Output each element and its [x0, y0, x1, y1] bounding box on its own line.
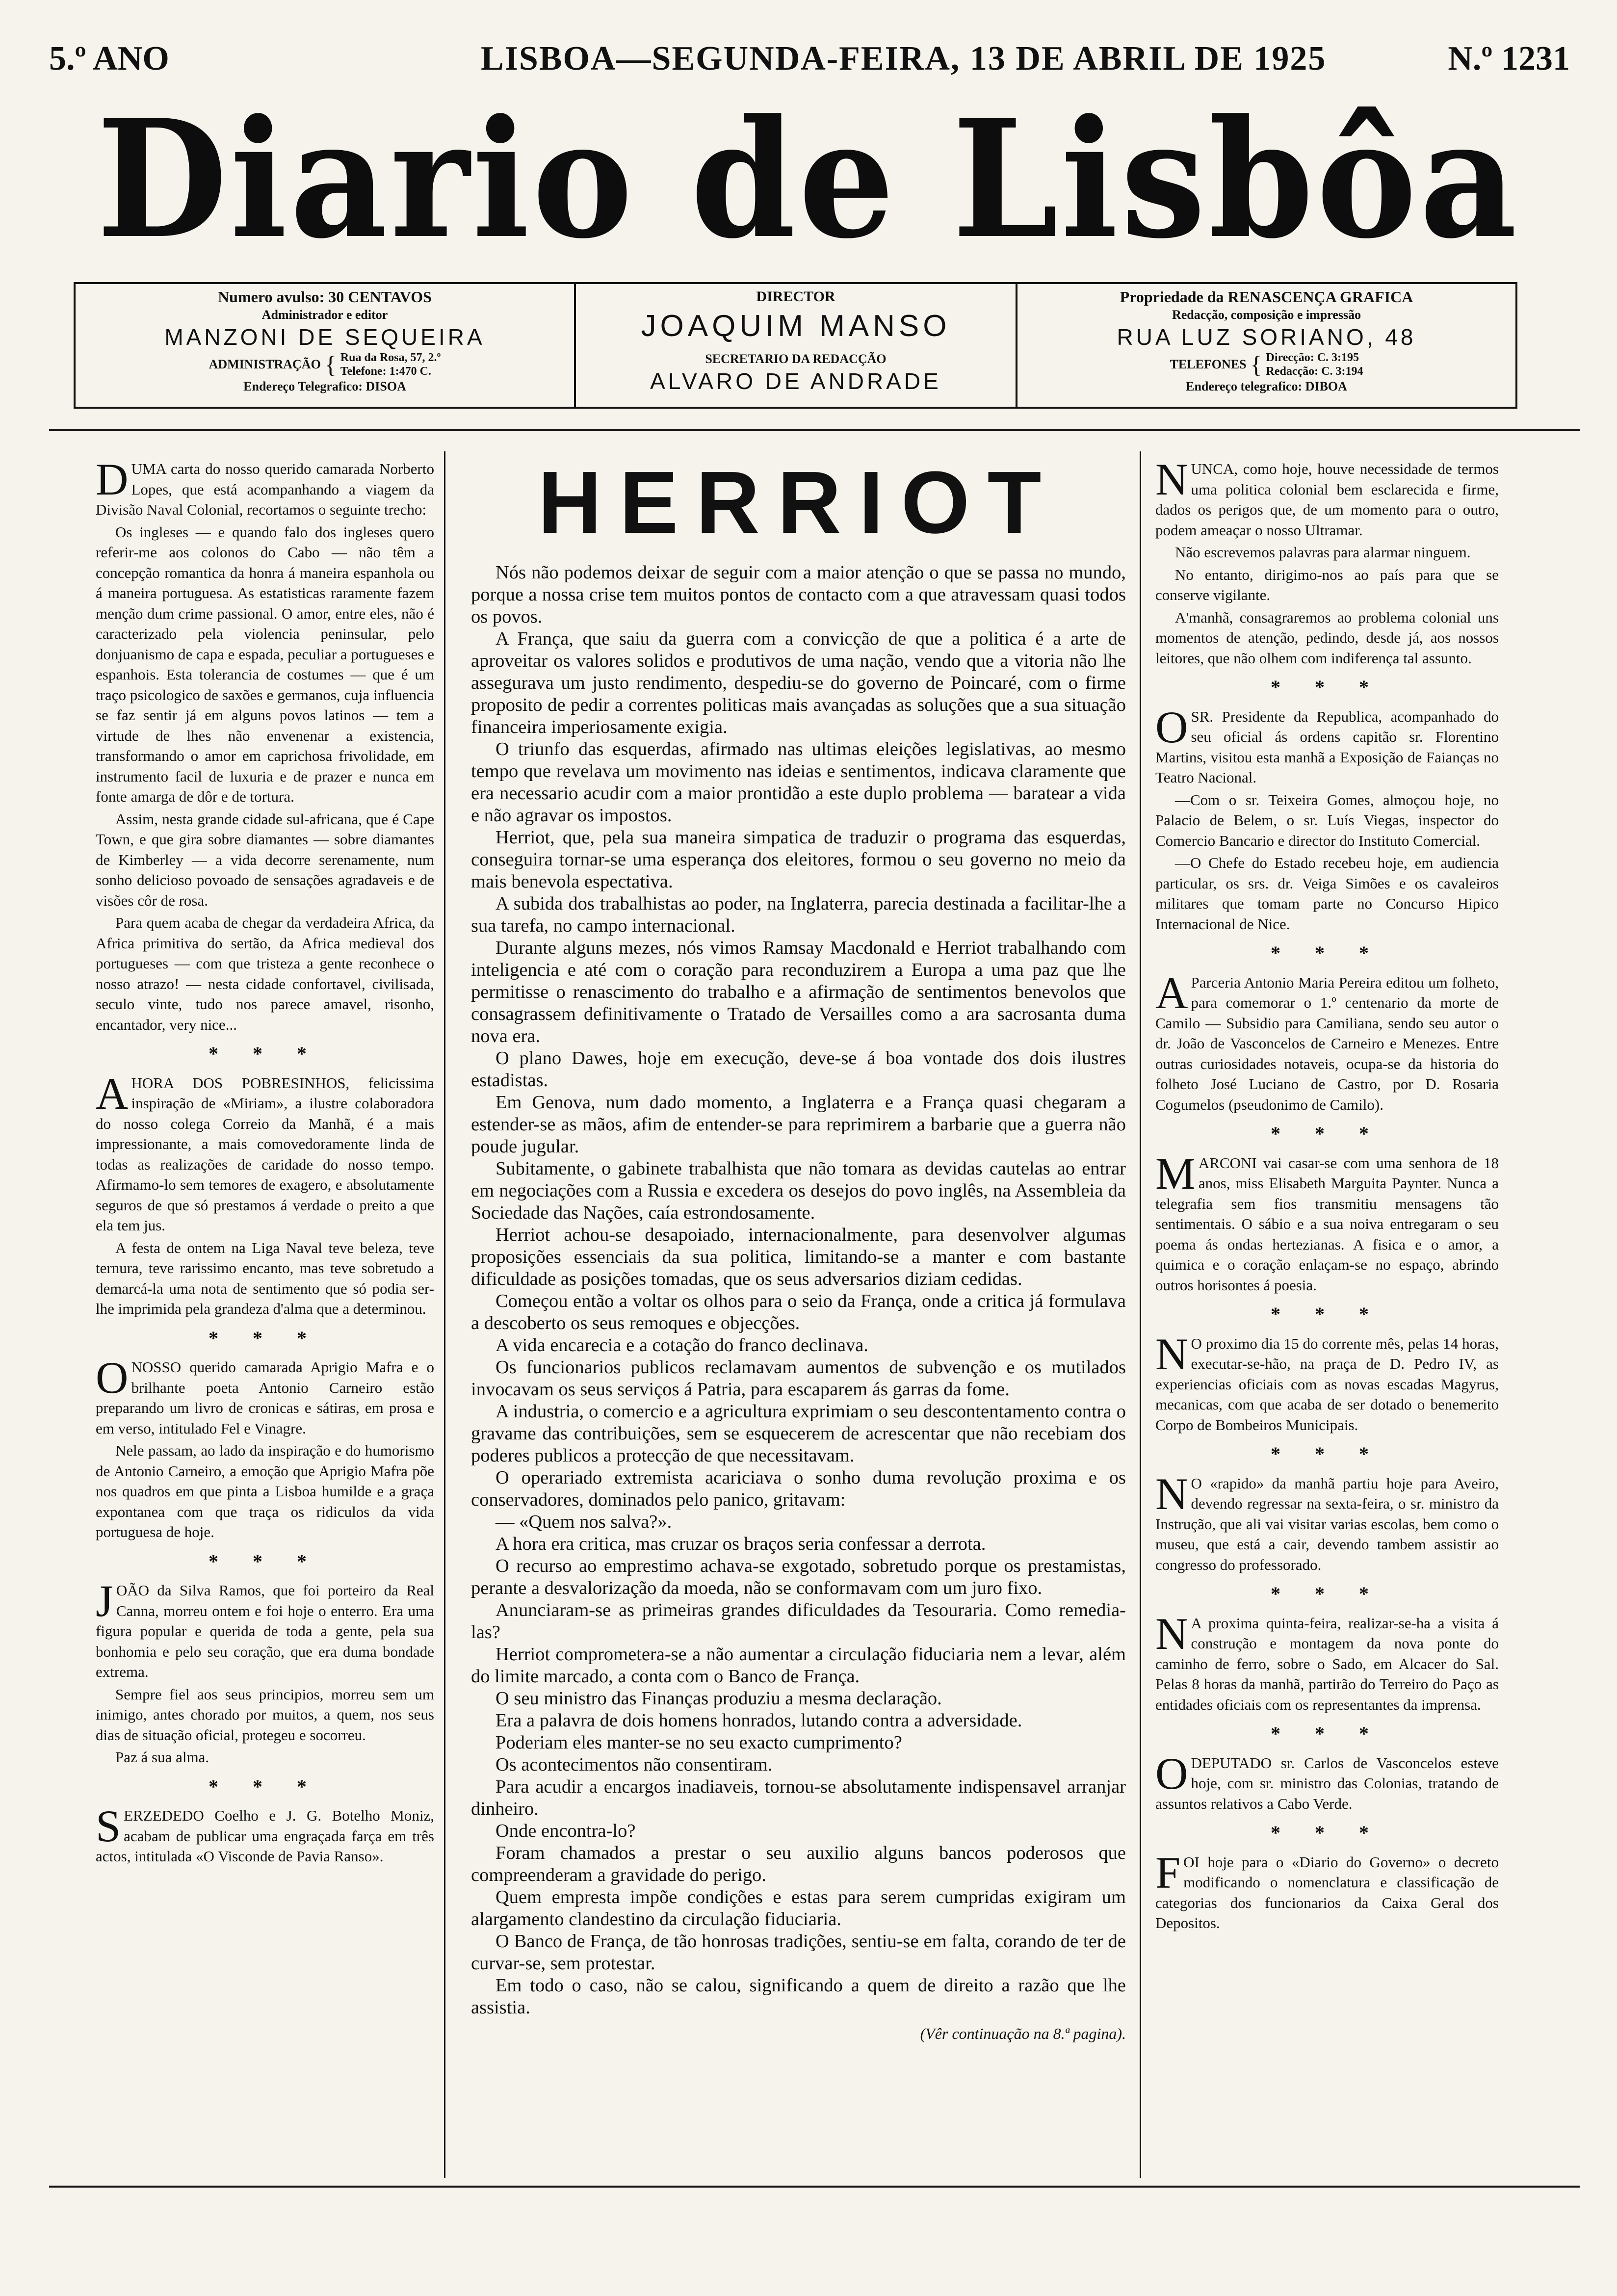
article-paragraph: Herriot comprometera-se a não aumentar a circulação fiduciaria nem a levar, além do limite marcado, a conta com o Banco de França. [471, 1644, 1126, 1687]
info-right [1017, 284, 1515, 407]
article-paragraph: Os acontecimentos não consentiram. [496, 1754, 773, 1775]
article-paragraph: — «Quem nos salva?». [496, 1512, 672, 1532]
secretary-name: ALVARO DE ANDRADE [650, 368, 941, 394]
separator-stars: * * * [1271, 1122, 1383, 1145]
article-paragraph: Os funcionarios publicos reclamavam aumentos de subvenção e os mutilados invocavam os seus serviços á Patria, para escaparem ás garras da fome. [471, 1357, 1126, 1400]
article-paragraph: O operariado extremista acariciava o sonho duma revolução proxima e os conservadores, dominados pelo panico, gritavam: [471, 1467, 1126, 1510]
admin-name: MANZONI DE SEQUEIRA [164, 324, 485, 350]
dropcap: A [96, 1068, 129, 1119]
dropcap: M [1155, 1148, 1196, 1199]
left-paragraph: Para quem acaba de chegar da verdadeira Africa, da Africa primitiva do sertão, da Africa medieval dos portugueses — com que tristeza a gente reconhece o nosso atrazo! — nesta cidade confortavel, civilisada, seculo vinte, tudo nos parece amavel, risonho, encantador, very nice... [96, 914, 434, 1033]
separator-stars: * * * [209, 1327, 321, 1349]
admin-label: Administrador e editor [261, 308, 388, 322]
separator-stars: * * * [1271, 676, 1383, 698]
article-paragraph: O Banco de França, de tão honrosas tradições, sentiu-se em falta, corando de ter de curvar-se, sem protestar. [471, 1931, 1126, 1974]
left-column [96, 454, 434, 1869]
article-paragraph: Nós não podemos deixar de seguir com a maior atenção o que se passa no mundo, porque a nossa crise tem muitos pontos de contacto com a que atravessam quasi todos os povos. [471, 562, 1126, 627]
right-text: SR. Presidente da Republica, acompanhado do seu oficial ás ordens capitão sr. Florentino Martins, visitou esta manhã a Exposição de Faianças no Teatro Nacional. [1155, 707, 1499, 786]
masthead-title: Diario de Lisbôa [97, 84, 1520, 274]
left-paragraph: Nele passam, ao lado da inspiração e do humorismo de Antonio Carneiro, a emoção que Aprigio Mafra põe nos quadros em que pinta a Lisboa humilde e a graça expontanea com que traça os ridiculos da vida portuguesa de hoje. [96, 1442, 434, 1540]
dropcap: A [1155, 967, 1188, 1018]
left-text: OÃO da Silva Ramos, que foi porteiro da Real Canna, morreu ontem e foi hoje o enterro. Era uma figura popular e querida de toda a gente, pela sua bonhomia e pelo seu coração, que era duma bondade extrema. [96, 1582, 434, 1680]
right-text: OI hoje para o «Diario do Governo» o decreto modificando o nomenclatura e classificação de categorias dos funcionarios da Caixa Geral dos Depositos. [1155, 1853, 1499, 1931]
separator-stars: * * * [1271, 1583, 1383, 1605]
article-paragraph: Foram chamados a prestar o seu auxilio alguns bancos poderosos que compreenderam a gravidade do perigo. [471, 1843, 1126, 1885]
phones-key: TELEFONES [1170, 357, 1247, 371]
right-item-8 [1155, 1748, 1499, 1814]
article-paragraph: Em Genova, num dado momento, a Inglaterra e a França quasi chegaram a estender-se as mãos, afim de entender-se para reprimirem a barbarie que a guerra não poude jugular. [471, 1092, 1126, 1157]
top-rule [49, 429, 1580, 431]
admin-key: ADMINISTRAÇÃO [209, 357, 321, 371]
left-paragraph: Os ingleses — e quando falo dos ingleses quero referir-me aos colonos do Cabo — não têm a concepção romantica da honra á maneira espanhola ou á maneira portuguesa. As estatisticas raramente fazem menção dum crime passional. O amor, entre eles, não é caracterizado pela violencia peninsular, pelo donjuanismo de capa e espada, peculiar a portugueses e espanhois. Esta tolerancia de costumes — que é um traço psicologico de saxões e germanos, cuja influencia se faz sentir já em alguns povos latinos — tem a virtude de lhes não envenenar a existencia, transformando o amor em caprichosa frivolidade, em instrumento facil de luxuria e de prazer e nunca em fonte amarga de dôr e de tortura. [96, 523, 434, 805]
owner-address: RUA LUZ SORIANO, 48 [1117, 324, 1416, 350]
article-paragraph: Era a palavra de dois homens honrados, lutando contra a adversidade. [496, 1710, 1022, 1731]
issue-number: N.º 1231 [1448, 40, 1570, 78]
info-left [76, 284, 576, 407]
dropcap: S [96, 1801, 121, 1851]
dropcap: N [1155, 1468, 1188, 1519]
dropcap: F [1155, 1847, 1181, 1898]
left-text: NOSSO querido camarada Aprigio Mafra e o brilhante poeta Antonio Carneiro estão preparando um livro de cronicas e sátiras, em prosa e em verso, intitulado Fel e Vinagre. [96, 1358, 434, 1437]
right-item-4 [1155, 1148, 1499, 1296]
article-paragraph: Para acudir a encargos inadiaveis, tornou-se absolutamente indispensavel arranjar dinheiro. [471, 1776, 1126, 1819]
article-paragraph: Poderiam eles manter-se no seu exacto cumprimento? [496, 1732, 902, 1753]
owner: Propriedade da RENASCENÇA GRAFICA [1120, 288, 1413, 306]
article-paragraph: A subida dos trabalhistas ao poder, na Inglaterra, parecia destinada a facilitar-lhe a sua tarefa, no campo internacional. [471, 893, 1126, 936]
right-text: O proximo dia 15 do corrente mês, pelas 14 horas, executar-se-hão, na praça de D. Pedro IV, as experiencias oficiais com as novas escadas Magyrus, mecanicas, com que acaba de ser dotado o benemerito Corpo de Bombeiros Municipais. [1155, 1334, 1499, 1434]
left-text: HORA DOS POBRESINHOS, felicissima inspiração de «Miriam», a ilustre colaboradora do nosso colega Correio da Manhã, é a mais impressionante, a mais comovedoramente linda de todas as realizações de caridade do nosso tempo. Afirmamo-lo sem temores de exagero, e absolutamente seguros de que só prestamos á verdade o preito a que ela tem jus. [96, 1074, 434, 1234]
right-paragraph: No entanto, dirigimo-nos ao país para que se conserve vigilante. [1155, 566, 1499, 603]
left-paragraph: Paz á sua alma. [115, 1748, 209, 1766]
dropcap: O [1155, 1748, 1188, 1799]
article-paragraph: Em todo o caso, não se calou, significando a quem de direito a razão que lhe assistia. [471, 1975, 1126, 2018]
masthead [0, 81, 1617, 277]
article-paragraph: Herriot, que, pela sua maneira simpatica de traduzir o programa das esquerdas, conseguira tornar-se uma esperança dos eleitores, formou o seu governo no meio da mais benevola espectativa. [471, 827, 1126, 892]
dropcap: O [96, 1353, 129, 1403]
date-line: LISBOA—SEGUNDA-FEIRA, 13 DE ABRIL DE 1925 [481, 40, 1327, 78]
separator-stars: * * * [1271, 1722, 1383, 1745]
right-text: UNCA, como hoje, houve necessidade de termos uma politica colonial bem esclarecida e firme, dados os perigos que, de um momento para o outro, podem ameaçar o nosso Ultramar. [1155, 460, 1499, 539]
left-item-4 [96, 1576, 434, 1682]
article-paragraph: A industria, o comercio e a agricultura exprimiam o seu descontentamento contra o gravame das contribuições, sem se esquecerem de acrescentar que não recebiam dos poderes publicos a protecção de que necessitavam. [471, 1401, 1126, 1466]
right-text: DEPUTADO sr. Carlos de Vasconcelos esteve hoje, com sr. ministro das Colonias, tratando de assuntos relativos a Cabo Verde. [1155, 1754, 1499, 1812]
right-item-2 [1155, 702, 1499, 788]
article-paragraph: Durante alguns mezes, nós vimos Ramsay Macdonald e Herriot trabalhando com inteligencia e até com o coração para reconduzirem a Europa a uma paz que lhe permitisse o renascimento do trabalho e a afirmação de sentimentos benevolos que consagrassem definitivamente o Tratado de Versailles como a ara sacrosanta duma nova era. [471, 938, 1126, 1046]
right-item-6 [1155, 1468, 1499, 1575]
separator-stars: * * * [1271, 1443, 1383, 1465]
right-column [1155, 454, 1499, 1935]
right-item-7 [1155, 1608, 1499, 1715]
dropcap: O [1155, 702, 1188, 752]
admin-phone: Telefone: 1:470 C. [340, 365, 431, 378]
right-text: O «rapido» da manhã partiu hoje para Aveiro, devendo regressar na sexta-feira, o sr. ministro da Instrução, que ali vai visitar varias escolas, bem como o museu, que está a cair, devendo tambem assistir ao congresso do professorado. [1155, 1474, 1499, 1573]
separator-stars: * * * [209, 1043, 321, 1065]
phone-redaccao: Redacção: C. 3:194 [1266, 365, 1363, 378]
center-article [471, 562, 1126, 2019]
headline: HERRIOT [538, 453, 1059, 552]
right-text: ARCONI vai casar-se com uma senhora de 18 anos, miss Elisabeth Marguita Paynter. Nunca a telegrafia sem fios transmitiu mensagens tão sentimentais. O sábio e a sua noiva entregaram o seu poema ás ondas hertezianas. A fisica e o amor, a quimica e o coração enlaçam-se no espaço, abrindo outros horisontes á poesia. [1155, 1154, 1499, 1294]
column-rule-left [444, 451, 445, 2178]
director-label: DIRECTOR [756, 288, 835, 305]
continuation-note: (Vêr continuação na 8.ª pagina). [920, 2025, 1126, 2042]
telegraph-right: Endereço telegrafico: DIBOA [1186, 379, 1347, 393]
bottom-rule [49, 2186, 1580, 2188]
dropcap: J [96, 1576, 113, 1626]
owner-sub: Redacção, composição e impressão [1172, 308, 1361, 322]
article-paragraph: O seu ministro das Finanças produziu a mesma declaração. [496, 1688, 942, 1709]
dropcap: N [1155, 1329, 1188, 1379]
dropcap: N [1155, 454, 1188, 504]
separator-stars: * * * [1271, 942, 1383, 964]
admin-street: Rua da Rosa, 57, 2.º [340, 351, 441, 364]
separator-stars: * * * [1271, 1303, 1383, 1325]
left-item-1 [96, 454, 434, 520]
left-item-3 [96, 1353, 434, 1438]
article-paragraph: Onde encontra-lo? [496, 1821, 636, 1841]
price: Numero avulso: 30 CENTAVOS [218, 288, 432, 306]
left-text: ERZEDEDO Coelho e J. G. Botelho Moniz, acabam de publicar uma engraçada farça em três actos, intitulada «O Visconde de Pavia Ranso». [96, 1807, 434, 1865]
separator-stars: * * * [1271, 1822, 1383, 1844]
left-item-5 [96, 1801, 434, 1867]
article-paragraph: O plano Dawes, hoje em execução, deve-se á boa vontade dos dois ilustres estadistas. [471, 1048, 1126, 1091]
article-paragraph: O triunfo das esquerdas, afirmado nas ultimas eleições legislativas, ao mesmo tempo que revelava um movimento nas ideias e sentimentos, indicava claramente que era necessario acudir com a maior prontidão a este duplo problema — baratear a vida e não agravar os impostos. [471, 739, 1126, 826]
right-item-3 [1155, 967, 1499, 1115]
separator-stars: * * * [209, 1550, 321, 1572]
article-paragraph: Começou então a voltar os olhos para o seio da França, onde a critica já formulava a descoberto os seus remoques e objecções. [471, 1291, 1126, 1333]
right-paragraph: —O Chefe do Estado recebeu hoje, em audiencia particular, os srs. dr. Veiga Simões e os cavaleiros militares que tomam parte no Concurso Hipico Internacional de Nice. [1155, 854, 1499, 933]
article-paragraph: A hora era critica, mas cruzar os braços seria confessar a derrota. [496, 1534, 986, 1554]
secretary-label: SECRETARIO DA REDACÇÃO [705, 352, 887, 366]
article-paragraph: Anunciaram-se as primeiras grandes dificuldades da Tesouraria. Como remedia-las? [471, 1600, 1126, 1643]
right-text: Parceria Antonio Maria Pereira editou um folheto, para comemorar o 1.º centenario da morte de Camilo — Subsidio para Camiliana, sendo seu autor o dr. João de Vasconcelos de Carneiro e Menezes. Entre outras curiosidades notaveis, ocupa-se da historia do folheto José Luciano de Castro, por D. Rosaria Cogumelos (pseudonimo de Camilo). [1155, 973, 1499, 1113]
center-column [471, 454, 1126, 2045]
article-paragraph: A França, que saiu da guerra com a convicção de que a politica é a arte de aproveitar os valores solidos e produtivos de uma nação, vendo que a vitoria não lhe assegurava um justo rendimento, despediu-se do governo de Poincaré, com o firme proposito de pedir a correntes politicas mais avançadas as soluções que a sua situação financeira imperiosamente exigia. [471, 628, 1126, 737]
dropcap: N [1155, 1608, 1188, 1659]
left-paragraph: Assim, nesta grande cidade sul-africana, que é Cape Town, e que gira sobre diamantes — sobre diamantes de Kimberley — a vida decorre serenamente, num sonho delicioso povoado de sensações agradaveis e de visões côr de rosa. [96, 810, 434, 909]
right-text: A proxima quinta-feira, realizar-se-ha a visita á construção e montagem da nova ponte do caminho de ferro, sobre o Sado, em Alcacer do Sal. Pelas 8 horas da manhã, partirão do Terreiro do Paço as entidades oficiais com os representantes da imprensa. [1155, 1614, 1499, 1713]
phones: TELEFONES { Direcção: C. 3:195 Redacção: C. 3:194 [1170, 351, 1363, 378]
article-paragraph: A vida encarecia e a cotação do franco declinava. [496, 1335, 868, 1356]
admin-address: ADMINISTRAÇÃO { Rua da Rosa, 57, 2.º Telefone: 1:470 C. [209, 351, 441, 378]
left-paragraph: Sempre fiel aos seus principios, morreu sem um inimigo, antes chorado por muitos, a quem, nos seus dias de situação oficial, protegeu e socorreu. [96, 1685, 434, 1744]
separator-stars: * * * [209, 1775, 321, 1798]
phone-direccao: Direcção: C. 3:195 [1266, 351, 1359, 364]
left-item-2 [96, 1068, 434, 1236]
telegraph-left: Endereço Telegrafico: DISOA [243, 379, 406, 393]
director-name: JOAQUIM MANSO [641, 309, 951, 343]
info-bar [74, 282, 1517, 409]
left-text: UMA carta do nosso querido camarada Norberto Lopes, que está acompanhando a viagem da Divisão Naval Colonial, recortamos o seguinte trecho: [96, 460, 434, 518]
article-paragraph: O recurso ao emprestimo achava-se exgotado, sobretudo porque os prestamistas, perante a desvalorização da moeda, não se conformavam com um juro fixo. [471, 1556, 1126, 1598]
right-item-1 [1155, 454, 1499, 540]
right-item-5 [1155, 1329, 1499, 1435]
article-paragraph: Herriot achou-se desapoiado, internacionalmente, para desenvolver algumas proposições essenciais da sua politica, limitando-se a manter e com bastante dificuldade as posições tomadas, que os seus adversarios diziam cedidas. [471, 1225, 1126, 1289]
right-paragraph: —Com o sr. Teixeira Gomes, almoçou hoje, no Palacio de Belem, o sr. Luís Viegas, inspector do Comercio Bancario e director do Instituto Comercial. [1155, 791, 1499, 849]
info-center [576, 284, 1017, 407]
left-paragraph: A festa de ontem na Liga Naval teve beleza, teve ternura, teve rarissimo encanto, mas teve sobretudo a demarcá-la uma nota de sentimento que só podia ser-lhe imprimida pela grandeza d'alma que a determinou. [96, 1239, 434, 1317]
column-rule-right [1140, 451, 1141, 2178]
right-paragraph: A'manhã, consagraremos ao problema colonial uns momentos de atenção, pedindo, desde já, aos nossos leitores, que não olhem com indiferença tal assunto. [1155, 608, 1499, 667]
article-paragraph: Quem empresta impõe condições e estas para serem cumpridas exigiram um alargamento clandestino da circulação fiduciaria. [471, 1887, 1126, 1930]
year-label: 5.º ANO [49, 40, 169, 78]
dropcap: D [96, 454, 129, 504]
right-item-9 [1155, 1847, 1499, 1933]
right-paragraph: Não escrevemos palavras para alarmar ninguem. [1175, 544, 1471, 561]
article-paragraph: Subitamente, o gabinete trabalhista que não tomara as devidas cautelas ao entrar em negociações com a Russia e excedera os desejos do povo inglês, na Assembleia da Sociedade das Nações, caía estrondosamente. [471, 1158, 1126, 1223]
